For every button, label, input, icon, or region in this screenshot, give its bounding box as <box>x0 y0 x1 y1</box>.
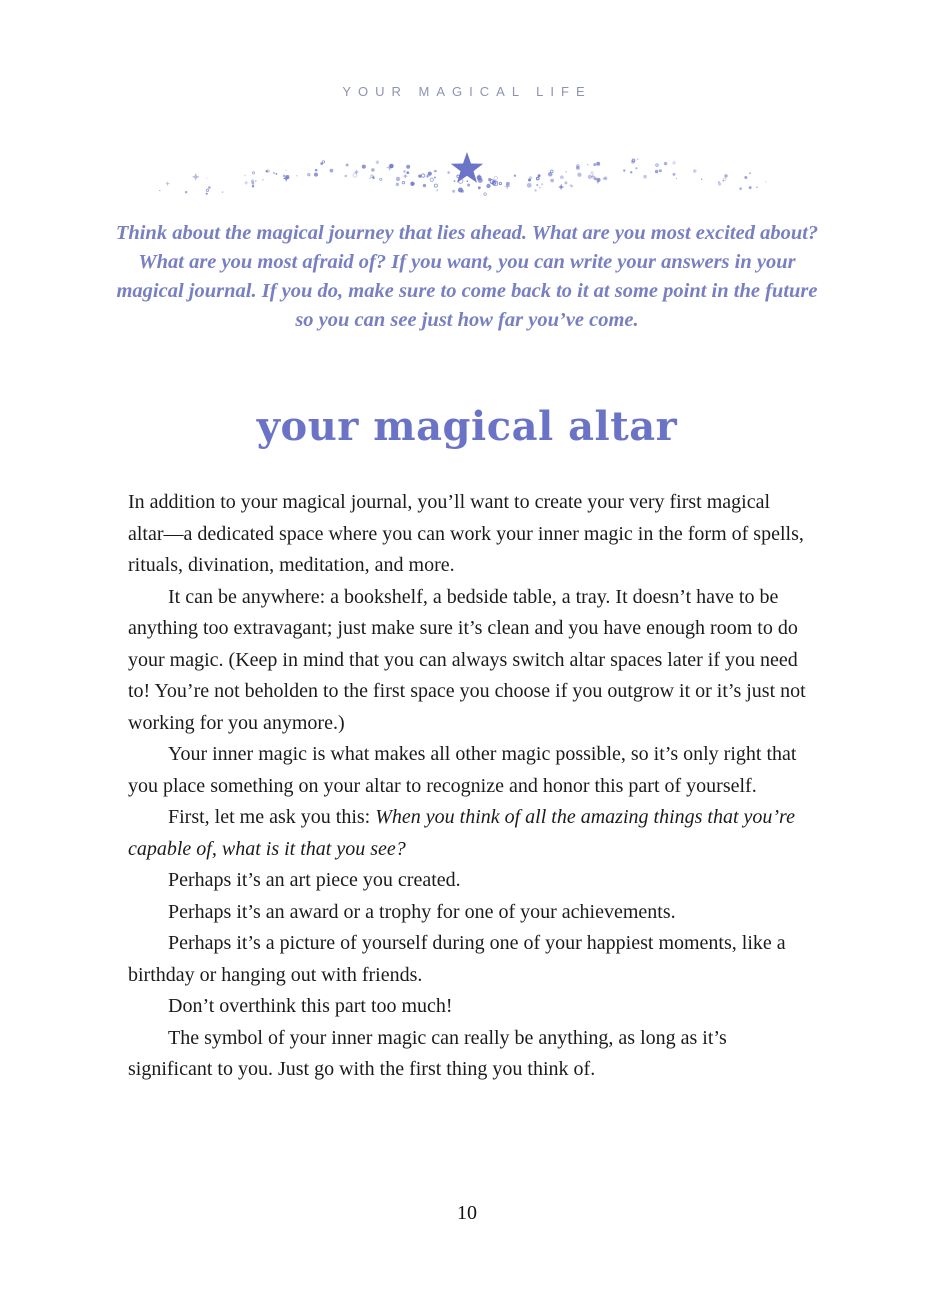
paragraph: Perhaps it’s an art piece you created. <box>168 869 461 891</box>
paragraph <box>128 802 806 865</box>
paragraph: Your inner magic is what makes all other magic possible, so it’s only right that you place something on your altar to recognize and honor this part of yourself. <box>128 743 797 797</box>
paragraph-italic-question: When you think of all the amazing things that you’re capable of, what is it that you see? <box>128 806 795 860</box>
paragraph: In addition to your magical journal, you’ll want to create your very first magical altar—a dedicated space where you can work your inner magic in the form of spells, rituals, divination, meditation, and more. <box>128 491 804 576</box>
paragraph: Don’t overthink this part too much! <box>168 995 453 1017</box>
paragraph: The symbol of your inner magic can really be anything, as long as it’s significant to you. Just go with the first thing you think of. <box>128 1026 727 1080</box>
body-text <box>128 487 806 1086</box>
paragraph: It can be anywhere: a bookshelf, a bedside table, a tray. It doesn’t have to be anything too extravagant; just make sure it’s clean and you have enough room to do your magic. (Keep in mind that you can always switch altar spaces later if you need to! You’re not beholden to the first space you choose if you outgrow it or it’s just not working for you anymore.) <box>128 585 806 734</box>
paragraph: Perhaps it’s a picture of yourself during one of your happiest moments, like a birthday or hanging out with friends. <box>128 932 786 986</box>
paragraph-lead: First, let me ask you this: <box>168 806 376 828</box>
running-header: YOUR MAGICAL LIFE <box>342 84 592 99</box>
intro-quote: Think about the magical journey that lies ahead. What are you most excited about? What are you most afraid of? If you want, you can write your answers in your magical journal. If you do, make sure to come back to it at some point in the future so you can see just how far you’ve come. <box>115 222 819 331</box>
paragraph: Perhaps it’s an award or a trophy for one of your achievements. <box>168 900 676 923</box>
sparkle-divider <box>157 143 777 211</box>
chapter-heading: your magical altar <box>256 403 678 450</box>
sparkle-trail-with-star-icon <box>157 143 777 211</box>
page-number: 10 <box>457 1202 477 1224</box>
